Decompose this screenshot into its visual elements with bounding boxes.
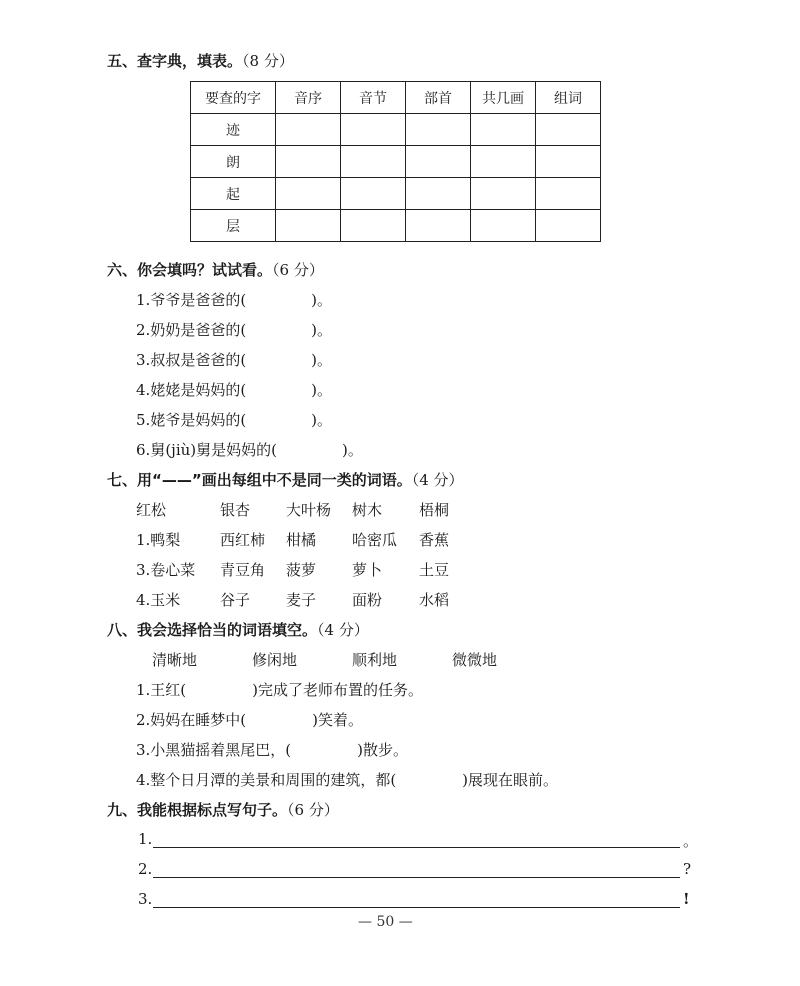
writing-line[interactable]: [153, 847, 680, 848]
item-text: 爷爷是爸爸的(: [150, 291, 247, 309]
item-end: )。: [311, 381, 333, 399]
item-end: )。: [341, 441, 363, 459]
fill-item-4: [136, 379, 332, 400]
word-item[interactable]: 银杏: [220, 501, 251, 519]
item-text: )完成了老师布置的任务。: [252, 681, 424, 699]
answer-cell[interactable]: [536, 146, 601, 178]
table-char-cell: 迹: [191, 114, 276, 146]
item-text: )散步。: [357, 741, 409, 759]
table-row: [191, 210, 601, 242]
word-item[interactable]: 3.卷心菜: [136, 561, 196, 579]
section-6-points: （6 分）: [272, 261, 324, 279]
word-item[interactable]: 哈密瓜: [352, 531, 398, 549]
item-text: 1.王红(: [136, 681, 187, 699]
item-text: 姥爷是妈妈的(: [150, 411, 247, 429]
section-5-heading: 五、查字典，填表。: [107, 52, 243, 70]
item-text: )展现在眼前。: [462, 771, 559, 789]
word-option: 微微地: [452, 651, 498, 669]
word-item[interactable]: 树木: [352, 501, 383, 519]
answer-cell[interactable]: [406, 178, 471, 210]
section-8-heading: 八、我会选择恰当的词语填空。: [107, 621, 318, 639]
table-row: [191, 114, 601, 146]
word-item[interactable]: 梧桐: [419, 501, 450, 519]
answer-cell[interactable]: [341, 178, 406, 210]
item-number: 3.: [136, 351, 151, 369]
word-item[interactable]: 麦子: [286, 591, 317, 609]
item-number: 5.: [136, 411, 151, 429]
word-option: 顺利地: [352, 651, 398, 669]
item-text: )笑着。: [312, 711, 364, 729]
answer-cell[interactable]: [341, 210, 406, 242]
answer-cell[interactable]: [406, 146, 471, 178]
word-item[interactable]: 土豆: [419, 561, 450, 579]
answer-cell[interactable]: [471, 146, 536, 178]
table-header: 音序: [276, 82, 341, 114]
answer-cell[interactable]: [471, 178, 536, 210]
table-header: 部首: [406, 82, 471, 114]
word-item[interactable]: 大叶杨: [286, 501, 332, 519]
word-item[interactable]: 菠萝: [286, 561, 317, 579]
item-text: 2.妈妈在睡梦中(: [136, 711, 247, 729]
item-end: )。: [311, 351, 333, 369]
choice-item-1: [136, 679, 423, 700]
writing-line[interactable]: [153, 907, 680, 908]
answer-cell[interactable]: [536, 210, 601, 242]
table-char-cell: 朗: [191, 146, 276, 178]
section-9-points: （6 分）: [287, 801, 339, 819]
fill-item-1: [136, 289, 332, 310]
table-header-row: [191, 82, 601, 114]
section-7-title: [107, 469, 464, 490]
answer-cell[interactable]: [536, 178, 601, 210]
line-end-mark: 。: [683, 832, 699, 850]
choice-item-2: [136, 709, 363, 730]
section-6-heading: 六、你会填吗？试试看。: [107, 261, 273, 279]
section-8-points: （4 分）: [317, 621, 369, 639]
word-item[interactable]: 4.玉米: [136, 591, 181, 609]
word-option: 修闲地: [252, 651, 298, 669]
fill-item-3: [136, 349, 332, 370]
fill-item-2: [136, 319, 332, 340]
answer-cell[interactable]: [406, 114, 471, 146]
line-number: 1.: [138, 830, 153, 848]
item-text: 3.小黑猫摇着黑尾巴，(: [136, 741, 292, 759]
word-item[interactable]: 谷子: [220, 591, 251, 609]
word-item[interactable]: 面粉: [352, 591, 383, 609]
item-text: 奶奶是爸爸的(: [150, 321, 247, 339]
item-text: 叔叔是爸爸的(: [150, 351, 247, 369]
item-number: 1.: [136, 291, 151, 309]
line-number: 2.: [138, 860, 153, 878]
item-end: )。: [311, 321, 333, 339]
word-item[interactable]: 西红柿: [220, 531, 266, 549]
choice-item-4: [136, 769, 558, 790]
item-end: )。: [311, 411, 333, 429]
word-item[interactable]: 柑橘: [286, 531, 317, 549]
answer-cell[interactable]: [276, 210, 341, 242]
choice-item-3: [136, 739, 408, 760]
section-9-title: [107, 799, 339, 820]
item-text: 舅(jiù)舅是妈妈的(: [150, 441, 277, 459]
section-9-heading: 九、我能根据标点写句子。: [107, 801, 288, 819]
item-end: )。: [311, 291, 333, 309]
word-item[interactable]: 1.鸭梨: [136, 531, 181, 549]
table-char-cell: 层: [191, 210, 276, 242]
item-text: 4.整个日月潭的美景和周围的建筑，都(: [136, 771, 397, 789]
answer-cell[interactable]: [276, 146, 341, 178]
answer-cell[interactable]: [276, 178, 341, 210]
word-item[interactable]: 香蕉: [419, 531, 450, 549]
table-header: 组词: [536, 82, 601, 114]
table-char-cell: 起: [191, 178, 276, 210]
answer-cell[interactable]: [341, 114, 406, 146]
word-item[interactable]: 红松: [136, 501, 167, 519]
item-number: 2.: [136, 321, 151, 339]
page-number: — 50 —: [358, 914, 413, 930]
item-number: 6.: [136, 441, 151, 459]
item-text: 姥姥是妈妈的(: [150, 381, 247, 399]
line-end-mark: ?: [683, 860, 692, 878]
table-row: [191, 146, 601, 178]
table-header: 要查的字: [191, 82, 276, 114]
line-end-mark: !: [683, 890, 690, 908]
fill-item-6: [136, 439, 363, 460]
answer-cell[interactable]: [341, 146, 406, 178]
word-item[interactable]: 水稻: [419, 591, 450, 609]
section-5-points: （8 分）: [242, 52, 294, 70]
answer-cell[interactable]: [471, 114, 536, 146]
answer-cell[interactable]: [406, 210, 471, 242]
dictionary-table: [190, 81, 601, 242]
answer-cell[interactable]: [471, 210, 536, 242]
answer-cell[interactable]: [536, 114, 601, 146]
table-row: [191, 178, 601, 210]
item-number: 4.: [136, 381, 151, 399]
table-header: 共几画: [471, 82, 536, 114]
section-5-title: [107, 50, 294, 71]
answer-cell[interactable]: [276, 114, 341, 146]
section-6-title: [107, 259, 324, 280]
section-7-points: （4 分）: [411, 471, 464, 489]
fill-item-5: [136, 409, 332, 430]
section-8-title: [107, 619, 369, 640]
writing-line[interactable]: [153, 877, 680, 878]
section-7-heading: 七、用“——”画出每组中不是同一类的词语。: [107, 471, 412, 489]
line-number: 3.: [138, 890, 153, 908]
word-item[interactable]: 萝卜: [352, 561, 383, 579]
word-option: 清晰地: [152, 651, 198, 669]
table-header: 音节: [341, 82, 406, 114]
word-item[interactable]: 青豆角: [220, 561, 266, 579]
